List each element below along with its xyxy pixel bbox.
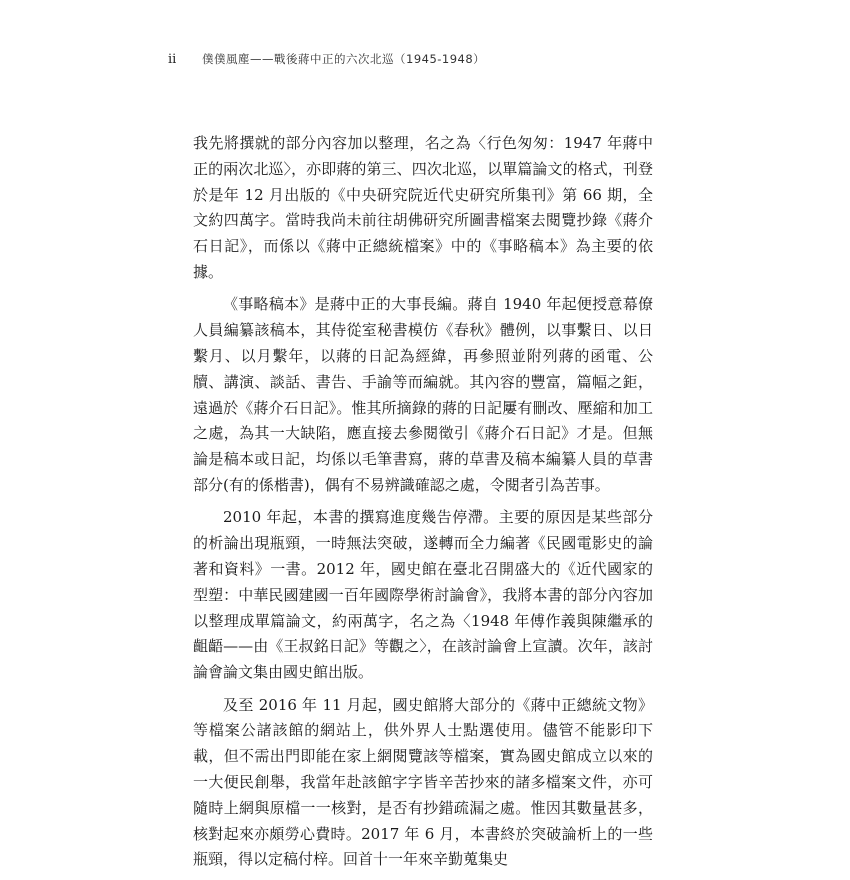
paragraph-1: 我先將撰就的部分內容加以整理，名之為〈行色匆匆：1947 年蔣中正的兩次北巡〉，亦即蔣的第三、四次北巡，以單篇論文的格式，刊登於是年 12 月出版的《中央研究院近代史研究所集刊》第 66 期，全文約四萬字。當時我尚未前往胡佛研究所圖書檔案去閱覽抄錄《蔣介石日記》，而係以《蔣中正總統檔案》中的《事略稿本》為主要的依據。 xyxy=(193,134,653,281)
running-header xyxy=(168,47,728,71)
paragraph-4: 及至 2016 年 11 月起，國史館將大部分的《蔣中正總統文物》等檔案公諸該館的網站上，供外界人士點選使用。儘管不能影印下載，但不需出門即能在家上網閱覽該等檔案，實為國史館成立以來的一大便民創舉，我當年赴該館字字皆辛苦抄來的諸多檔案文件，亦可隨時上網與原檔一一核對，是否有抄錯疏漏之處。惟因其數量甚多，核對起來亦頗勞心費時。2017 年 6 月，本書終於突破論析上的一些瓶頸，得以定稿付梓。回首十一年來辛勤蒐集史 xyxy=(193,695,653,869)
book-title: 僕僕風塵——戰後蔣中正的六次北巡（1945-1948） xyxy=(202,52,486,66)
body-text xyxy=(193,131,653,880)
paragraph-2: 《事略稿本》是蔣中正的大事長編。蔣自 1940 年起便授意幕僚人員編纂該稿本，其侍從室秘書模仿《春秋》體例，以事繫日、以日繫月、以月繫年，以蔣的日記為經緯，再參照並附列蔣的函電、公牘、講演、談話、書告、手諭等而編就。其內容的豐富，篇幅之鉅，遠過於《蔣介石日記》。惟其所摘錄的蔣的日記屢有刪改、壓縮和加工之處，為其一大缺陷，應直接去參閱徵引《蔣介石日記》才是。但無論是稿本或日記，均係以毛筆書寫，蔣的草書及稿本編纂人員的草書部分(有的係楷書)，偶有不易辨識確認之處，令閱者引為苦事。 xyxy=(193,295,653,494)
paragraph-3: 2010 年起，本書的撰寫進度幾告停滯。主要的原因是某些部分的析論出現瓶頸，一時無法突破，遂轉而全力編著《民國電影史的論著和資料》一書。2012 年，國史館在臺北召開盛大的《近代國家的型塑：中華民國建國一百年國際學術討論會》，我將本書的部分內容加以整理成單篇論文，約兩萬字，名之為〈1948 年傅作義與陳繼承的齟齬——由《王叔銘日記》等觀之〉，在該討論會上宣讀。次年，該討論會論文集由國史館出版。 xyxy=(193,508,653,682)
page-number: ii xyxy=(168,51,177,67)
